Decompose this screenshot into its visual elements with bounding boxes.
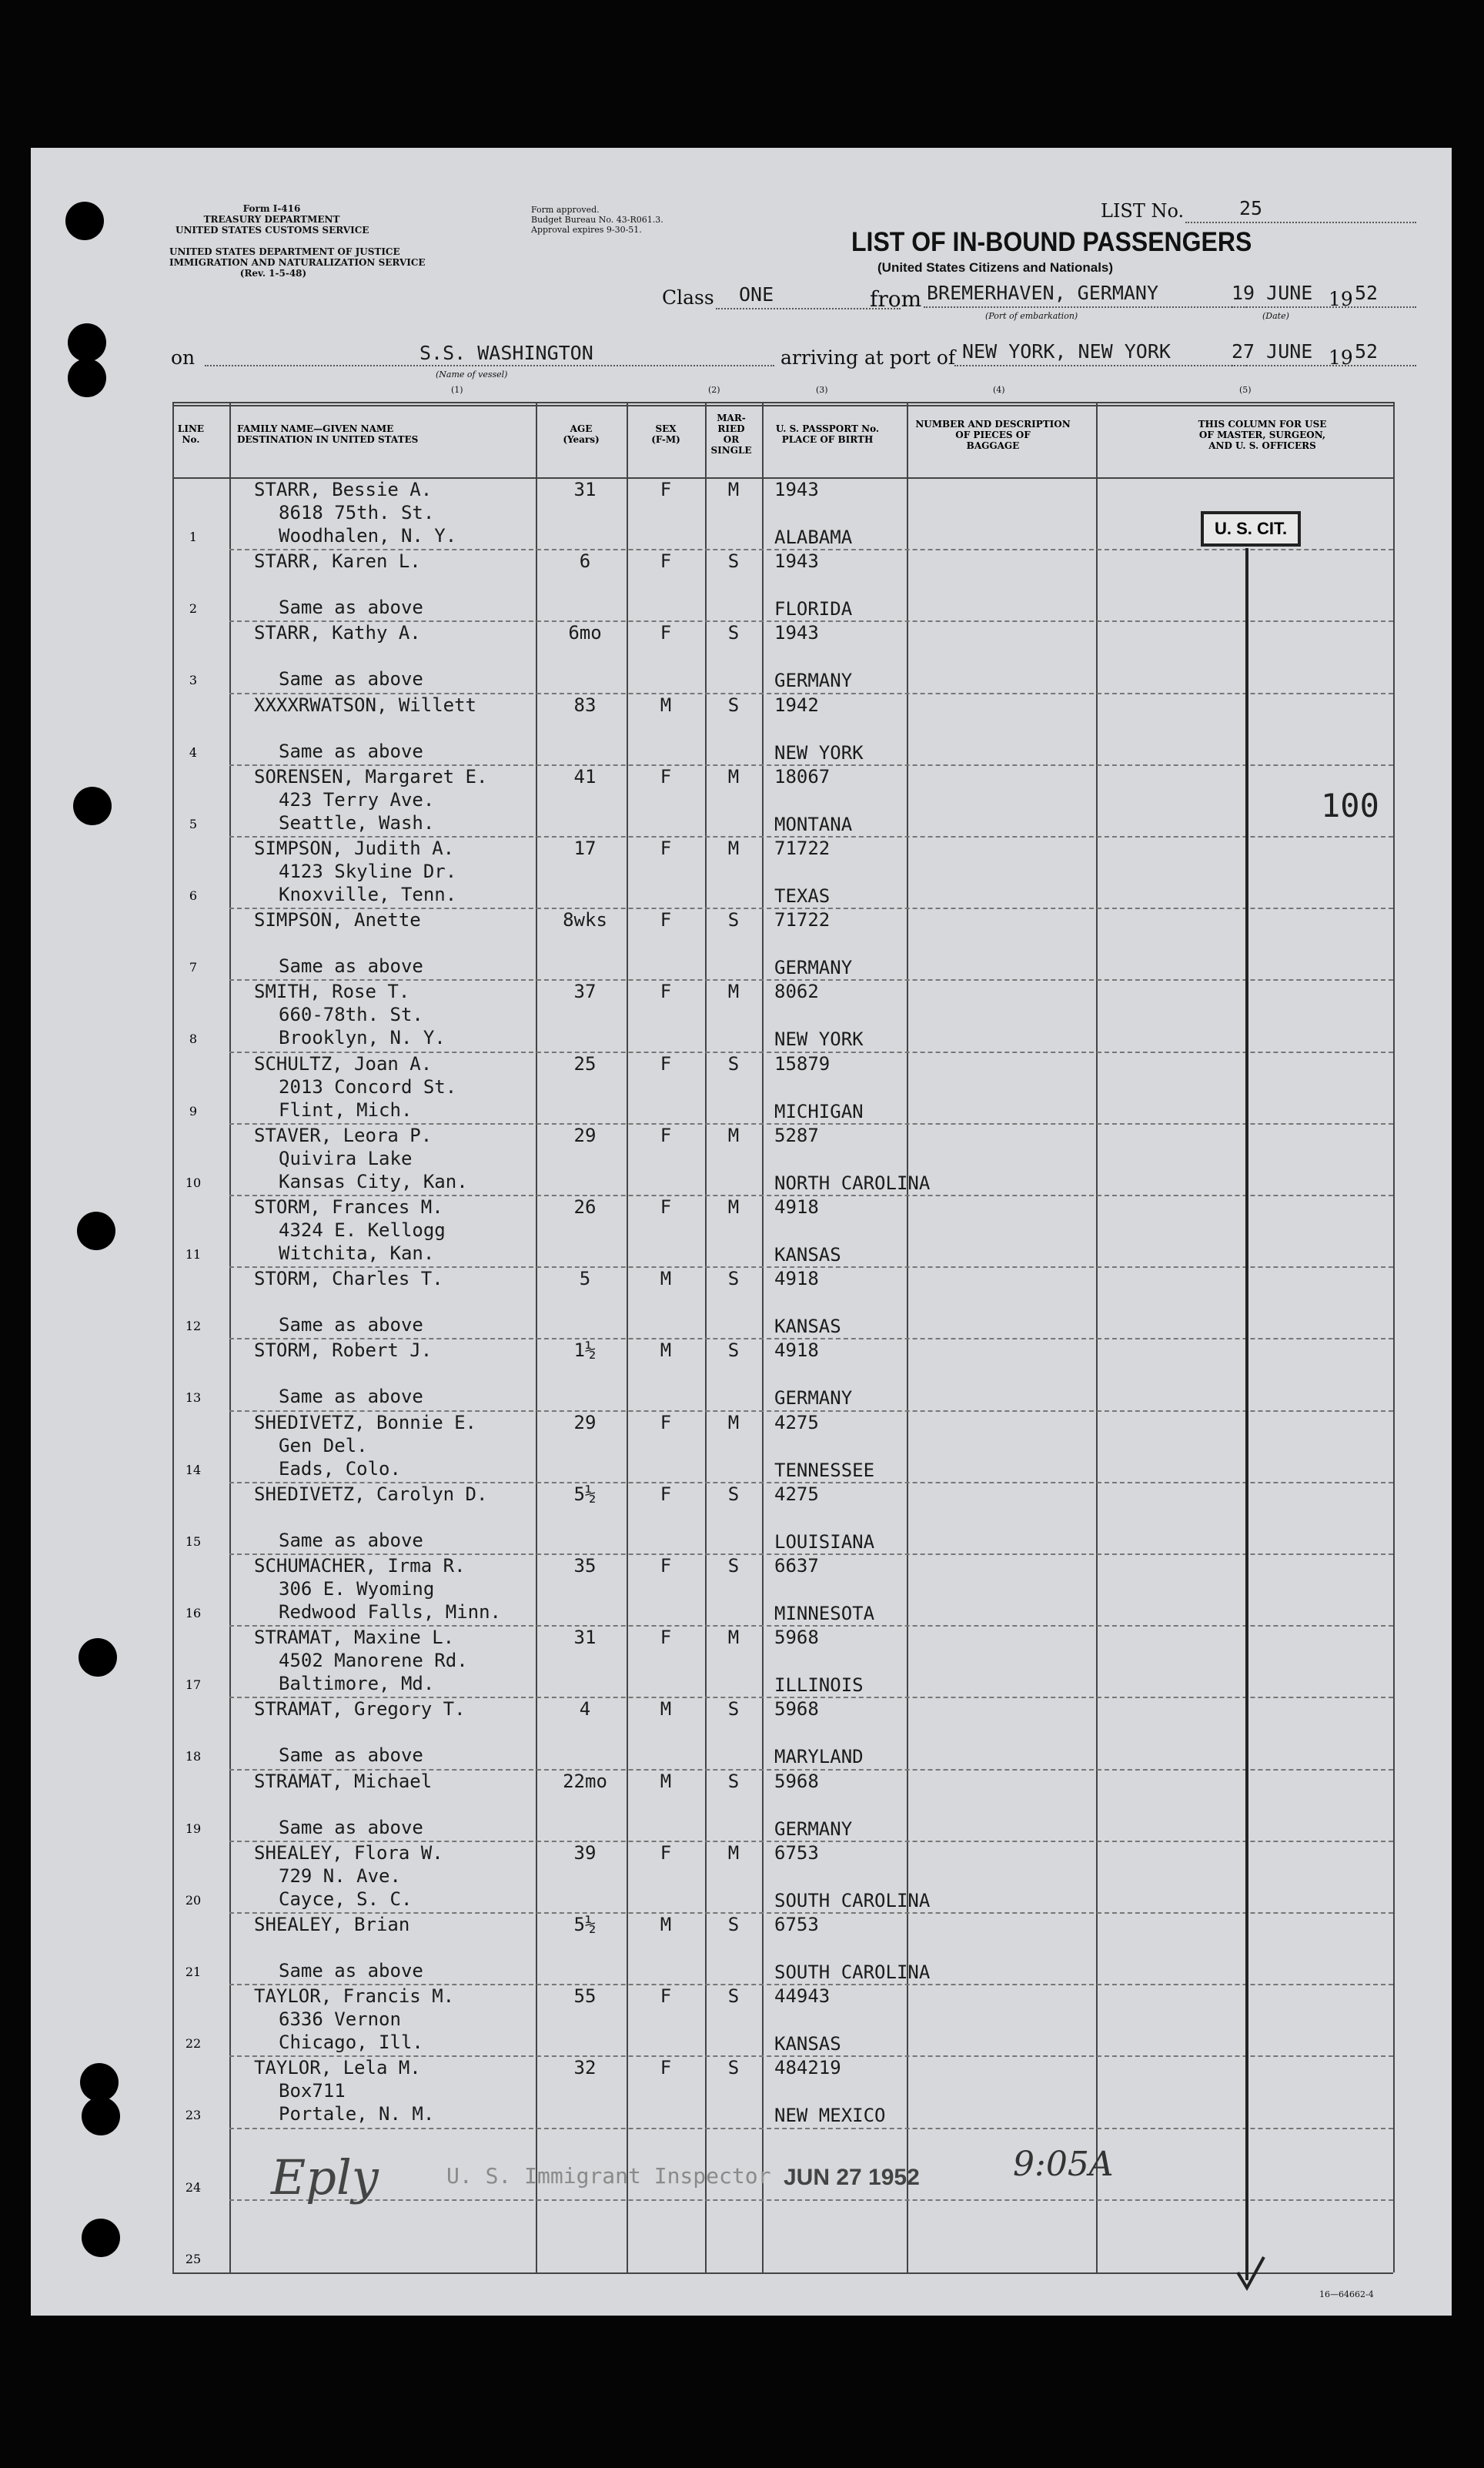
- address-line: 306 E. Wyoming: [279, 1578, 435, 1600]
- col-head-baggage: NUMBER AND DESCRIPTION OF PIECES OF BAGGAGE: [915, 419, 1071, 451]
- address-line: Gen Del.: [279, 1434, 368, 1456]
- passenger-age: 25: [573, 1052, 597, 1075]
- date-arrival-line: [1232, 365, 1416, 366]
- passenger-sex: F: [660, 765, 672, 788]
- passenger-age: 22mo: [563, 1770, 607, 1792]
- passport-number: 44943: [774, 1985, 831, 2008]
- address-line: 4324 E. Kellogg: [279, 1219, 446, 1241]
- line-number: 14: [185, 1462, 202, 1477]
- col-num-5: (5): [1239, 385, 1252, 395]
- passenger-name: STRAMAT, Maxine L.: [254, 1627, 455, 1649]
- line-number: 2: [189, 601, 198, 617]
- marital-status: S: [727, 1985, 740, 2008]
- address-line: Quivira Lake: [279, 1147, 413, 1169]
- passenger-age: 31: [573, 1627, 597, 1649]
- passenger-sex: F: [660, 838, 672, 859]
- marital-status: M: [727, 1411, 740, 1433]
- marital-status: S: [727, 622, 740, 644]
- line-number: 19: [185, 1821, 202, 1836]
- place-of-birth: LOUISIANA: [774, 1530, 875, 1553]
- address-city: Same as above: [279, 1744, 423, 1767]
- col-head-name: FAMILY NAME—GIVEN NAME DESTINATION IN UNITED STATES: [237, 423, 419, 445]
- place-of-birth: TEXAS: [774, 885, 831, 907]
- passenger-age: 29: [573, 1124, 597, 1146]
- binder-hole: [80, 2063, 119, 2102]
- marital-status: M: [727, 479, 740, 500]
- binder-hole: [82, 2097, 120, 2135]
- line-number: 17: [185, 1677, 202, 1693]
- passenger-age: 6mo: [568, 622, 602, 644]
- line-number: 8: [189, 1032, 198, 1047]
- address-city: Same as above: [279, 1960, 423, 1981]
- col-num-1: (1): [451, 385, 463, 395]
- place-of-birth: GERMANY: [774, 1387, 853, 1410]
- place-of-birth: MARYLAND: [774, 1746, 864, 1768]
- arriving-label: arriving at port of: [780, 346, 956, 369]
- table-column-rule: [229, 402, 231, 2272]
- table-column-rule: [627, 402, 628, 2272]
- line-number: 1: [189, 530, 198, 544]
- justice-block: [169, 246, 426, 279]
- from-label: from: [870, 286, 922, 312]
- passenger-name: SCHULTZ, Joan A.: [254, 1052, 433, 1075]
- line-number: 18: [185, 1749, 202, 1764]
- passenger-age: 1½: [573, 1339, 597, 1362]
- passport-number: 6753: [774, 1914, 819, 1935]
- form-number-block: [175, 203, 368, 236]
- line-number: 15: [185, 1533, 202, 1549]
- passenger-name: SIMPSON, Judith A.: [254, 838, 455, 859]
- passenger-name: SORENSEN, Margaret E.: [254, 765, 488, 788]
- passenger-age: 26: [573, 1196, 597, 1218]
- passenger-sex: M: [660, 694, 672, 716]
- form-number: Form I-416: [242, 203, 301, 214]
- place-of-birth: SOUTH CAROLINA: [774, 1961, 931, 1983]
- passenger-age: 29: [573, 1411, 597, 1433]
- table-column-rule: [705, 402, 707, 2272]
- place-of-birth: NORTH CAROLINA: [774, 1172, 931, 1194]
- binder-hole: [77, 1212, 115, 1250]
- passenger-name: STARR, Bessie A.: [254, 479, 433, 500]
- year-prefix-arrive: 19: [1329, 346, 1353, 369]
- col-num-3: (3): [816, 385, 828, 395]
- address-city: Woodhalen, N. Y.: [279, 525, 457, 547]
- passenger-age: 35: [573, 1555, 597, 1577]
- inspection-time: 9:05A: [1013, 2145, 1114, 2184]
- passenger-sex: F: [660, 909, 672, 931]
- col-head-passport: U. S. PASSPORT No. PLACE OF BIRTH: [775, 423, 880, 445]
- approval-expires: Approval expires 9-30-51.: [531, 225, 642, 235]
- inspector-stamp: U. S. Immigrant Inspector: [446, 2163, 771, 2189]
- address-city: Portale, N. M.: [279, 2103, 435, 2125]
- table-column-rule: [1096, 402, 1098, 2272]
- list-no-value: 25: [1239, 197, 1263, 219]
- passport-number: 18067: [774, 765, 831, 788]
- passport-number: 8062: [774, 981, 819, 1003]
- address-line: 423 Terry Ave.: [279, 788, 435, 811]
- marital-status: S: [727, 2057, 740, 2079]
- col-head-age: AGE (Years): [563, 423, 600, 445]
- passenger-age: 31: [573, 479, 597, 500]
- list-subtitle: (United States Citizens and Nationals): [877, 260, 1114, 275]
- passenger-age: 37: [573, 981, 597, 1003]
- marital-status: S: [727, 1555, 740, 1577]
- place-of-birth: MONTANA: [774, 813, 853, 835]
- marital-status: M: [727, 838, 740, 859]
- line-number: 24: [185, 2179, 202, 2195]
- date-arrival: 27 JUNE: [1232, 340, 1313, 363]
- passport-number: 484219: [774, 2057, 841, 2079]
- customs-service: UNITED STATES CUSTOMS SERVICE: [175, 225, 369, 236]
- passport-number: 4918: [774, 1339, 819, 1362]
- line-number: 25: [185, 2251, 202, 2266]
- passenger-name: SHEALEY, Brian: [254, 1914, 410, 1935]
- marital-status: S: [727, 1268, 740, 1290]
- passenger-sex: M: [660, 1914, 672, 1935]
- marital-status: M: [727, 765, 740, 788]
- passenger-sex: F: [660, 622, 672, 644]
- marital-status: S: [727, 1770, 740, 1792]
- passenger-sex: F: [660, 1124, 672, 1146]
- passenger-sex: F: [660, 2057, 672, 2079]
- line-number: 5: [189, 816, 198, 831]
- passenger-age: 83: [573, 694, 597, 716]
- col-head-line: LINE No.: [177, 423, 205, 445]
- address-city: Chicago, Ill.: [279, 2032, 423, 2054]
- passenger-sex: F: [660, 981, 672, 1003]
- port-embarkation: BREMERHAVEN, GERMANY: [927, 282, 1159, 304]
- address-line: 729 N. Ave.: [279, 1864, 401, 1887]
- place-of-birth: MINNESOTA: [774, 1603, 875, 1624]
- year-embarkation: 52: [1355, 282, 1379, 304]
- passport-number: 5968: [774, 1698, 819, 1721]
- address-line: 2013 Concord St.: [279, 1075, 457, 1098]
- table-rule: [172, 405, 1393, 406]
- us-citizen-stamp: U. S. CIT.: [1201, 511, 1301, 547]
- address-city: Same as above: [279, 1386, 423, 1408]
- year-arrival: 52: [1355, 340, 1379, 363]
- table-column-rule: [762, 402, 764, 2272]
- passenger-sex: M: [660, 1698, 672, 1721]
- passenger-sex: F: [660, 1483, 672, 1505]
- passenger-name: SHEALEY, Flora W.: [254, 1841, 443, 1864]
- passport-number: 15879: [774, 1052, 831, 1075]
- table-column-rule: [536, 402, 537, 2272]
- marital-status: S: [727, 1698, 740, 1721]
- passenger-sex: M: [660, 1770, 672, 1792]
- address-city: Same as above: [279, 597, 423, 619]
- port-arrival-line: [954, 365, 1247, 366]
- passenger-age: 8wks: [563, 909, 607, 931]
- line-number: 22: [185, 2036, 202, 2052]
- approval-block: [531, 205, 663, 235]
- passport-number: 6637: [774, 1555, 819, 1577]
- passenger-name: STARR, Kathy A.: [254, 622, 421, 644]
- place-of-birth: NEW YORK: [774, 1028, 864, 1051]
- table-column-rule: [907, 402, 908, 2272]
- passport-number: 71722: [774, 838, 831, 859]
- address-city: Flint, Mich.: [279, 1099, 413, 1121]
- marital-status: S: [727, 1914, 740, 1935]
- address-line: 4502 Manorene Rd.: [279, 1650, 468, 1672]
- marital-status: S: [727, 550, 740, 573]
- address-city: Seattle, Wash.: [279, 811, 435, 834]
- address-city: Baltimore, Md.: [279, 1673, 435, 1695]
- place-of-birth: ILLINOIS: [774, 1674, 864, 1697]
- table-column-rule: [172, 402, 174, 2272]
- passport-number: 4918: [774, 1196, 819, 1218]
- count-number: 100: [1321, 787, 1379, 824]
- passenger-age: 5: [579, 1268, 591, 1290]
- passenger-age: 32: [573, 2057, 597, 2079]
- inspector-signature: Eply: [271, 2149, 379, 2205]
- passenger-name: SIMPSON, Anette: [254, 909, 421, 931]
- passenger-sex: F: [660, 1196, 672, 1218]
- passenger-name: SMITH, Rose T.: [254, 981, 410, 1003]
- passenger-sex: F: [660, 1841, 672, 1864]
- place-of-birth: KANSAS: [774, 2033, 841, 2055]
- manifest-page: [31, 148, 1452, 2316]
- passenger-name: TAYLOR, Lela M.: [254, 2057, 421, 2079]
- marital-status: M: [727, 1124, 740, 1146]
- passenger-name: STAVER, Leora P.: [254, 1124, 433, 1146]
- address-city: Cayce, S. C.: [279, 1888, 413, 1910]
- passenger-age: 5½: [573, 1914, 597, 1935]
- list-no-line: [1185, 222, 1416, 223]
- vessel-line: [205, 365, 774, 366]
- place-of-birth: GERMANY: [774, 957, 853, 979]
- passport-number: 1943: [774, 479, 819, 500]
- address-city: Witchita, Kan.: [279, 1242, 435, 1264]
- date-caption: (Date): [1262, 311, 1289, 321]
- passport-number: 4275: [774, 1411, 819, 1433]
- marital-status: S: [727, 909, 740, 931]
- passenger-age: 4: [579, 1698, 591, 1721]
- col-head-married: MAR- RIED OR SINGLE: [710, 413, 752, 456]
- passenger-sex: F: [660, 479, 672, 500]
- binder-hole: [65, 202, 104, 240]
- passenger-age: 17: [573, 838, 597, 859]
- place-of-birth: KANSAS: [774, 1244, 841, 1266]
- col-head-sex: SEX (F-M): [651, 423, 680, 445]
- passenger-name: STARR, Karen L.: [254, 550, 421, 573]
- passport-number: 6753: [774, 1841, 819, 1864]
- address-line: 660-78th. St.: [279, 1004, 423, 1026]
- address-line: Box711: [279, 2080, 346, 2102]
- passenger-age: 39: [573, 1841, 597, 1864]
- binder-hole: [68, 323, 106, 362]
- address-city: Brooklyn, N. Y.: [279, 1027, 446, 1049]
- passport-number: 4275: [774, 1483, 819, 1505]
- marital-status: S: [727, 694, 740, 716]
- table-rule: [172, 402, 1393, 403]
- place-of-birth: GERMANY: [774, 1818, 853, 1840]
- passenger-sex: F: [660, 1985, 672, 2008]
- passenger-name: SHEDIVETZ, Carolyn D.: [254, 1483, 488, 1505]
- passenger-sex: M: [660, 1339, 672, 1362]
- marital-status: S: [727, 1483, 740, 1505]
- marital-status: M: [727, 1627, 740, 1649]
- passenger-sex: F: [660, 1052, 672, 1075]
- passport-number: 1943: [774, 622, 819, 644]
- passenger-name: TAYLOR, Francis M.: [254, 1985, 455, 2008]
- passenger-name: STORM, Robert J.: [254, 1339, 433, 1362]
- place-of-birth: NEW YORK: [774, 741, 864, 764]
- passport-number: 5968: [774, 1770, 819, 1792]
- address-line: 8618 75th. St.: [279, 502, 435, 523]
- line-number: 20: [185, 1892, 202, 1908]
- line-number: 4: [189, 744, 198, 760]
- list-title: LIST OF IN-BOUND PASSENGERS: [851, 226, 1252, 257]
- line-number: 13: [185, 1390, 202, 1406]
- passenger-age: 6: [579, 550, 591, 573]
- passenger-sex: M: [660, 1268, 672, 1290]
- footer-code: 16—64662-4: [1319, 2289, 1374, 2299]
- address-city: Same as above: [279, 1529, 423, 1551]
- marital-status: S: [727, 1339, 740, 1362]
- address-line: 4123 Skyline Dr.: [279, 861, 457, 882]
- passenger-name: STORM, Charles T.: [254, 1268, 443, 1290]
- vessel-name: S.S. WASHINGTON: [419, 342, 593, 364]
- passenger-sex: F: [660, 550, 672, 573]
- address-city: Knoxville, Tenn.: [279, 884, 457, 905]
- passenger-age: 55: [573, 1985, 597, 2008]
- binder-hole: [68, 359, 106, 397]
- form-approved: Form approved.: [531, 205, 600, 215]
- marital-status: S: [727, 1052, 740, 1075]
- marital-status: M: [727, 1841, 740, 1864]
- passenger-sex: F: [660, 1555, 672, 1577]
- budget-bureau: Budget Bureau No. 43-R061.3.: [531, 215, 663, 225]
- passport-number: 1943: [774, 550, 819, 573]
- place-of-birth: GERMANY: [774, 670, 853, 692]
- col-num-4: (4): [993, 385, 1005, 395]
- date-embarkation: 19 JUNE: [1232, 282, 1313, 304]
- place-of-birth: TENNESSEE: [774, 1459, 875, 1481]
- passport-number: 4918: [774, 1268, 819, 1290]
- address-city: Same as above: [279, 1314, 423, 1336]
- address-city: Same as above: [279, 668, 423, 691]
- line-number: 23: [185, 2108, 202, 2123]
- place-of-birth: FLORIDA: [774, 598, 853, 620]
- date-line: [1232, 306, 1416, 308]
- table-column-rule: [1393, 402, 1395, 2272]
- treasury-dept: TREASURY DEPARTMENT: [203, 214, 340, 225]
- ins-service: IMMIGRATION AND NATURALIZATION SERVICE: [169, 257, 426, 268]
- address-city: Eads, Colo.: [279, 1457, 401, 1480]
- binder-hole: [73, 787, 112, 825]
- address-city: Same as above: [279, 740, 423, 762]
- class-label: Class: [662, 286, 714, 309]
- year-prefix-from: 19: [1329, 288, 1353, 310]
- list-no-label: LIST No.: [1101, 200, 1185, 222]
- col-num-2: (2): [708, 385, 720, 395]
- passenger-name: STRAMAT, Gregory T.: [254, 1698, 466, 1721]
- line-number: 11: [185, 1247, 202, 1262]
- justice-dept: UNITED STATES DEPARTMENT OF JUSTICE: [169, 246, 400, 257]
- passport-number: 1942: [774, 694, 819, 716]
- address-city: Same as above: [279, 1816, 423, 1838]
- address-city: Same as above: [279, 955, 423, 978]
- address-line: 6336 Vernon: [279, 2008, 401, 2031]
- port-embarkation-caption: (Port of embarkation): [985, 311, 1078, 321]
- vessel-caption: (Name of vessel): [436, 370, 508, 380]
- passenger-name: SCHUMACHER, Irma R.: [254, 1555, 466, 1577]
- place-of-birth: MICHIGAN: [774, 1100, 864, 1122]
- line-number: 12: [185, 1319, 202, 1334]
- passenger-age: 5½: [573, 1483, 597, 1505]
- passenger-age: 41: [573, 765, 597, 788]
- class-value: ONE: [739, 283, 774, 306]
- passenger-sex: F: [660, 1411, 672, 1433]
- binder-hole: [79, 1638, 117, 1677]
- bracket-arrow: [1185, 540, 1278, 2296]
- passport-number: 5287: [774, 1124, 819, 1146]
- passenger-name: SHEDIVETZ, Bonnie E.: [254, 1411, 476, 1433]
- marital-status: M: [727, 1196, 740, 1218]
- place-of-birth: ALABAMA: [774, 527, 853, 548]
- on-label: on: [171, 346, 196, 369]
- passport-number: 5968: [774, 1627, 819, 1649]
- col-head-officers: THIS COLUMN FOR USE OF MASTER, SURGEON, AND U. S. OFFICERS: [1198, 419, 1327, 451]
- line-number: 6: [189, 888, 198, 903]
- place-of-birth: NEW MEXICO: [774, 2105, 886, 2127]
- passenger-name: XXXXRWATSON, Willett: [254, 694, 476, 716]
- port-embarkation-line: [924, 306, 1247, 308]
- passenger-sex: F: [660, 1627, 672, 1649]
- line-number: 9: [189, 1103, 198, 1119]
- passport-number: 71722: [774, 909, 831, 931]
- address-city: Kansas City, Kan.: [279, 1170, 468, 1192]
- inspector-date: JUN 27 1952: [784, 2165, 920, 2190]
- address-city: Redwood Falls, Minn.: [279, 1601, 501, 1623]
- passenger-name: STRAMAT, Michael: [254, 1770, 433, 1792]
- place-of-birth: SOUTH CAROLINA: [774, 1889, 931, 1911]
- place-of-birth: KANSAS: [774, 1316, 841, 1338]
- port-arrival: NEW YORK, NEW YORK: [962, 340, 1171, 363]
- line-number: 3: [189, 673, 198, 688]
- line-number: 10: [185, 1175, 202, 1190]
- marital-status: M: [727, 981, 740, 1003]
- line-number: 21: [185, 1965, 202, 1979]
- revision: (Rev. 1-5-48): [239, 268, 307, 279]
- line-number: 16: [185, 1606, 202, 1620]
- passenger-name: STORM, Frances M.: [254, 1196, 443, 1218]
- line-number: 7: [189, 960, 198, 975]
- binder-hole: [82, 2219, 120, 2257]
